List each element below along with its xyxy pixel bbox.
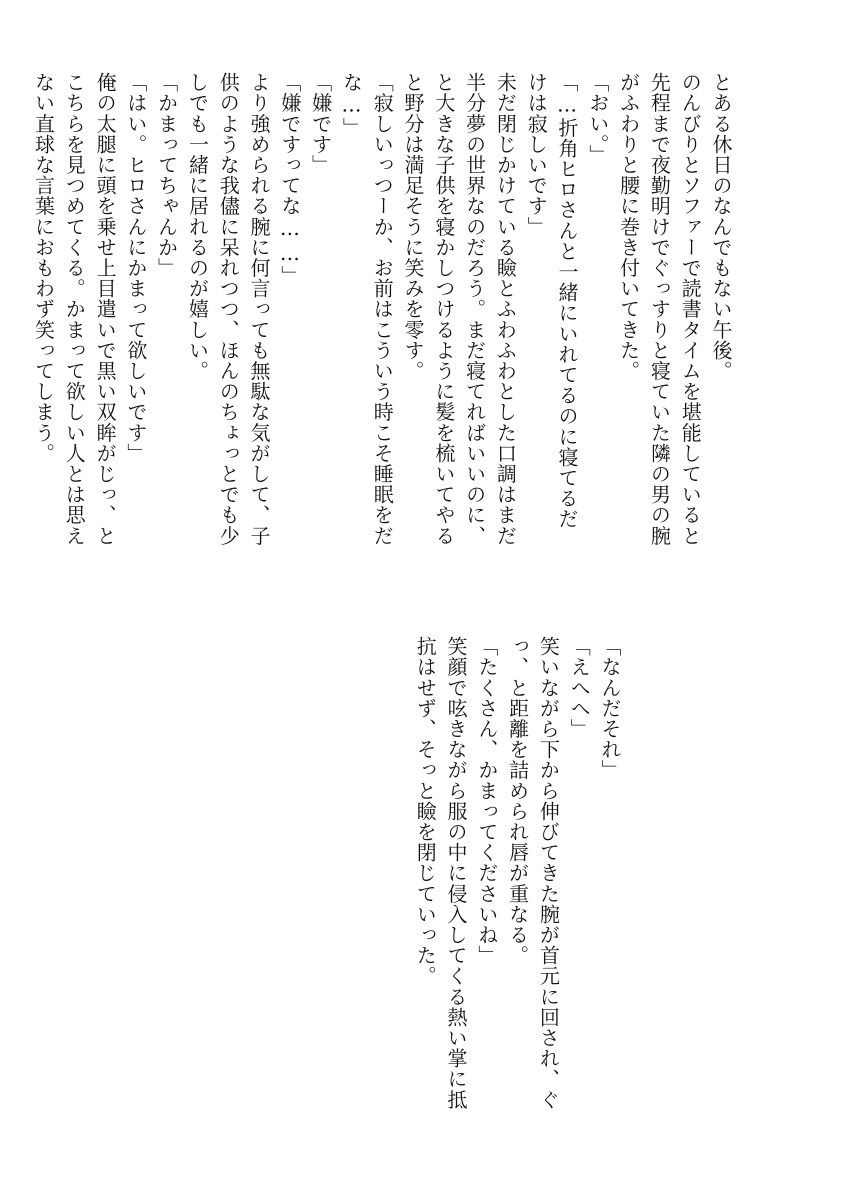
lower-passage <box>409 636 625 1110</box>
text-line: こちらを見つめてくる。かまって欲しい人とは思え <box>62 72 87 546</box>
text-line: 未だ閉じかけている瞼とふわふわとした口調はまだ <box>493 72 518 546</box>
text-line: 笑顔で呟きながら服の中に侵入してくる熱い掌に抵 <box>444 636 469 1110</box>
text-line: 「はい。ヒロさんにかまって欲しいです」 <box>123 72 148 464</box>
text-line: 俺の太腿に頭を乗せ上目遣いで黒い双眸がじっ、と <box>93 72 118 546</box>
text-line: な…」 <box>339 72 364 138</box>
text-line: とある休日のなんでもない午後。 <box>709 72 733 381</box>
text-line: けは寂しいです」 <box>524 72 549 237</box>
text-line: 「寂しいっつーか、お前はこういう時こそ睡眠をだ <box>370 72 395 546</box>
text-line: っ、と距離を詰められ唇が重なる。 <box>505 636 530 966</box>
text-line: 半分夢の世界なのだろう。まだ寝てればいいのに、 <box>462 72 487 546</box>
text-line: 「おい。」 <box>585 72 610 165</box>
text-line: 「嫌です」 <box>308 72 333 175</box>
text-line: ない直球な言葉におもわず笑ってしまう。 <box>31 72 56 464</box>
upper-passage <box>28 72 736 546</box>
text-line: 先程まで夜勤明けでぐっすりと寝ていた隣の男の腕 <box>647 72 672 546</box>
text-line: より強められる腕に何言っても無駄な気がして、子 <box>247 72 272 546</box>
text-line: 笑いながら下から伸びてきた腕が首元に回され、ぐ <box>536 636 561 1110</box>
text-line: しでも一緒に居れるのが嬉しい。 <box>185 72 210 381</box>
text-line: 「…折角ヒロさんと一緒にいれてるのに寝てるだ <box>555 72 580 530</box>
text-line: と野分は満足そうに笑みを零す。 <box>401 72 426 381</box>
text-line: 「たくさん、かまってくださいね」 <box>474 636 499 966</box>
text-line: 「なんだそれ」 <box>598 636 622 781</box>
text-line: 抗はせず、そっと瞼を閉じていった。 <box>413 636 438 987</box>
text-line: 供のような我儘に呆れつつ、ほんのちょっとでも少 <box>216 72 241 546</box>
text-line: のんびりとソファーで読書タイムを堪能していると <box>678 72 703 546</box>
text-line: 「嫌ですってな……」 <box>277 72 302 286</box>
text-line: 「えへへ」 <box>567 636 592 739</box>
text-line: 「かまってちゃんか」 <box>154 72 179 278</box>
text-line: と大きな子供を寝かしつけるように髪を梳いてやる <box>431 72 456 546</box>
text-line: がふわりと腰に巻き付いてきた。 <box>616 72 641 381</box>
